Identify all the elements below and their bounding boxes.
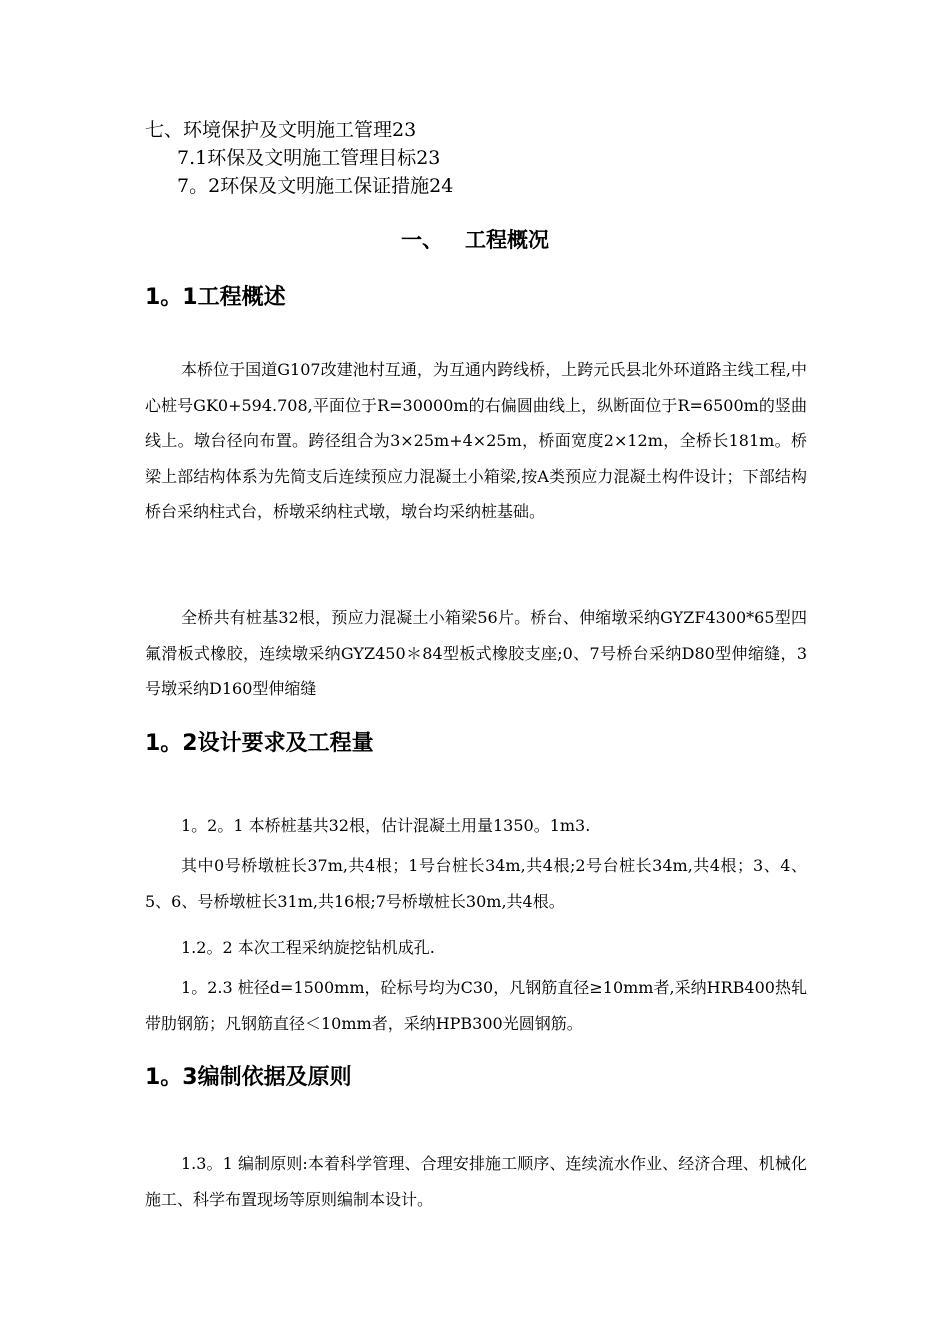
paragraph-project-overview: 本桥位于国道G107改建池村互通，为互通内跨线桥，上跨元氏县北外环道路主线工程,中心桩号GK0+594.708,平面位于R=30000m的右偏圆曲线上，纵断面位于R=6500m的竖曲线上。墩台径向布置。跨径组合为3×25m+4×25m，桥面宽度2×12m，全桥长181m。桥梁上部结构体系为先简支后连续预应力混凝土小箱梁,按A类预应力混凝土构件设计；下部结构桥台采纳柱式台，桥墩采纳柱式墩，墩台均采纳桩基础。 <box>145 360 807 522</box>
toc-entry-chapter-7: 七、环境保护及文明施工管理23 <box>145 119 417 141</box>
paragraph-piles-and-bearings: 全桥共有桩基32根，预应力混凝土小箱梁56片。桥台、伸缩墩采纳GYZF4300*65型四氟滑板式橡胶，连续墩采纳GYZ450＊84型板式橡胶支座;0、7号桥台采纳D80型伸缩缝，3号墩采纳D160型伸缩缝 <box>145 608 807 699</box>
toc-entry-7-1: 7.1环保及文明施工管理目标23 <box>177 147 441 169</box>
paragraph-1-2-3: 1。2.3 桩径d=1500mm，砼标号均为C30，凡钢筋直径≥10mm者,采纳HRB400热轧带肋钢筋；凡钢筋直径＜10mm者，采纳HPB300光圆钢筋。 <box>145 978 807 1033</box>
paragraph-pile-lengths: 其中0号桥墩桩长37m,共4根；1号台桩长34m,共4根;2号台桩长34m,共4根；3、4、5、6、号桥墩桩长31m,共16根;7号桥墩桩长30m,共4根。 <box>145 856 807 911</box>
section-heading-1-2: 1。2设计要求及工程量 <box>145 731 374 756</box>
section-heading-1-3: 1。3编制依据及原则 <box>145 1065 352 1090</box>
paragraph-1-2-2: 1.2。2 本次工程采纳旋挖钻机成孔. <box>181 938 435 957</box>
toc-entry-7-2: 7。2环保及文明施工保证措施24 <box>177 175 454 197</box>
paragraph-1-2-1: 1。2。1 本桥桩基共32根，估计混凝土用量1350。1m3. <box>181 816 591 835</box>
chapter-title: 一、 工程概况 <box>401 228 549 252</box>
section-heading-1-1: 1。1工程概述 <box>145 285 286 310</box>
paragraph-1-3-1: 1.3。1 编制原则:本着科学管理、合理安排施工顺序、连续流水作业、经济合理、机械化施工、科学布置现场等原则编制本设计。 <box>145 1154 807 1209</box>
